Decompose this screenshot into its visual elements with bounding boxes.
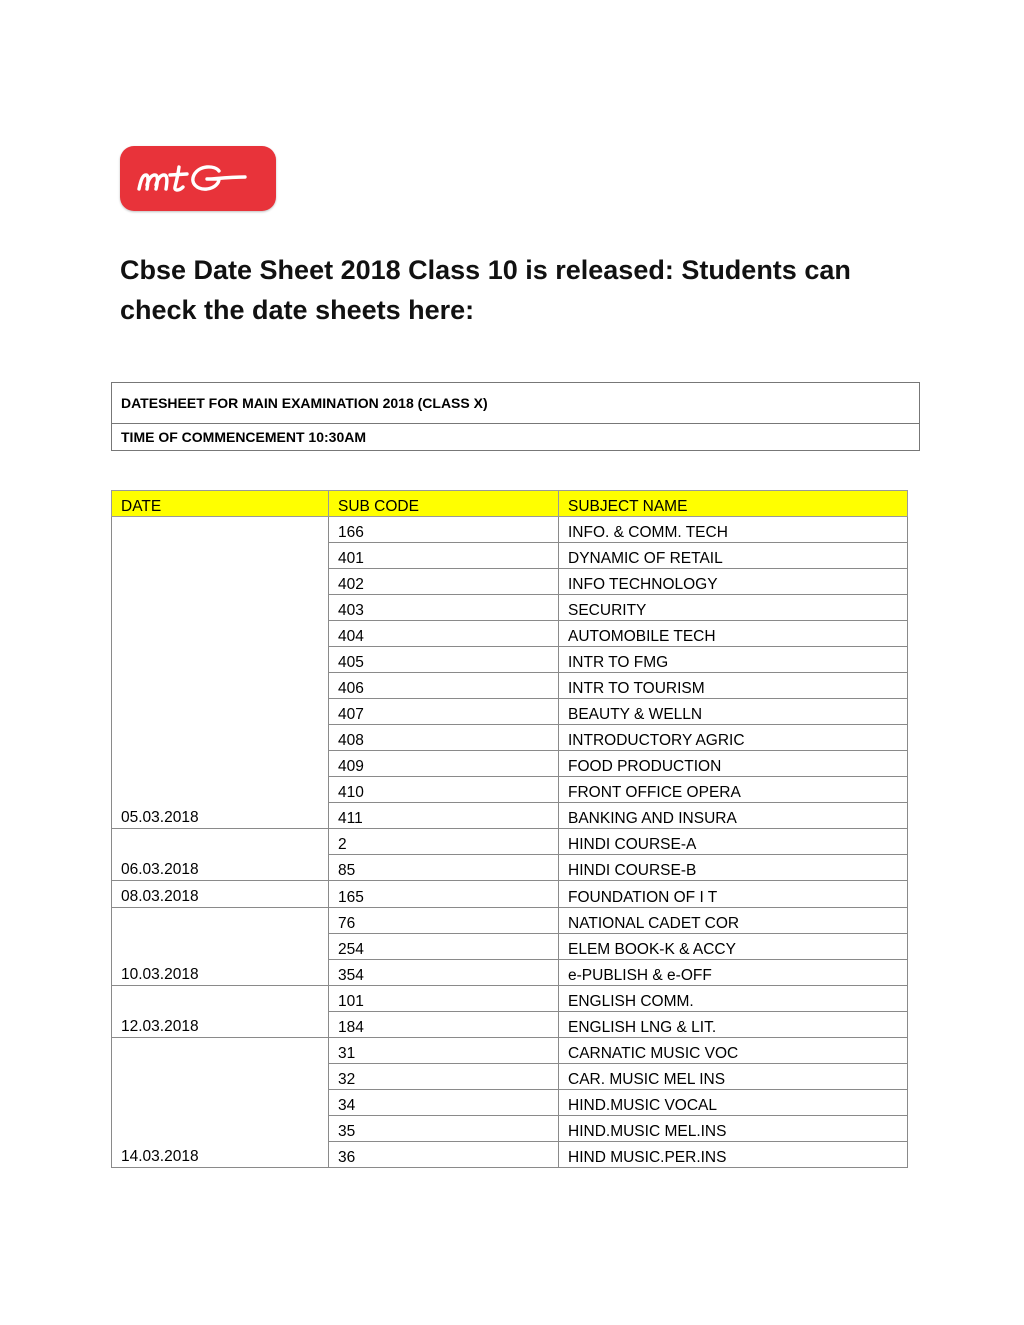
sub-code: 411 (329, 803, 559, 829)
table-row (112, 986, 908, 1012)
header-subject-name: SUBJECT NAME (559, 491, 908, 517)
exam-date: 08.03.2018 (112, 881, 329, 908)
sub-code: 354 (329, 960, 559, 986)
table-row (112, 881, 908, 908)
exam-date: 14.03.2018 (112, 1038, 329, 1168)
subject-name: e-PUBLISH & e-OFF (559, 960, 908, 986)
subject-name: HINDI COURSE-B (559, 855, 908, 881)
sub-code: 410 (329, 777, 559, 803)
exam-title: DATESHEET FOR MAIN EXAMINATION 2018 (CLASS X) (112, 383, 920, 424)
subject-name: AUTOMOBILE TECH (559, 621, 908, 647)
header-sub-code: SUB CODE (329, 491, 559, 517)
sub-code: 76 (329, 908, 559, 934)
sub-code: 406 (329, 673, 559, 699)
subject-name: FRONT OFFICE OPERA (559, 777, 908, 803)
sub-code: 35 (329, 1116, 559, 1142)
sub-code: 101 (329, 986, 559, 1012)
sub-code: 405 (329, 647, 559, 673)
subject-name: INFO TECHNOLOGY (559, 569, 908, 595)
header-date: DATE (112, 491, 329, 517)
subject-name: ELEM BOOK-K & ACCY (559, 934, 908, 960)
sub-code: 85 (329, 855, 559, 881)
subject-name: DYNAMIC OF RETAIL (559, 543, 908, 569)
exam-date: 05.03.2018 (112, 517, 329, 829)
sub-code: 409 (329, 751, 559, 777)
commencement-time: TIME OF COMMENCEMENT 10:30AM (112, 424, 920, 451)
sub-code: 408 (329, 725, 559, 751)
subject-name: INFO. & COMM. TECH (559, 517, 908, 543)
subject-name: HINDI COURSE-A (559, 829, 908, 855)
sub-code: 403 (329, 595, 559, 621)
sub-code: 165 (329, 881, 559, 908)
sub-code: 31 (329, 1038, 559, 1064)
subject-name: FOUNDATION OF I T (559, 881, 908, 908)
date-sheet-table (111, 490, 908, 1168)
table-row (112, 1038, 908, 1064)
table-row (112, 829, 908, 855)
table-row (112, 517, 908, 543)
exam-info-table (111, 382, 920, 451)
exam-date: 10.03.2018 (112, 908, 329, 986)
subject-name: BANKING AND INSURA (559, 803, 908, 829)
subject-name: INTR TO FMG (559, 647, 908, 673)
subject-name: INTRODUCTORY AGRIC (559, 725, 908, 751)
sub-code: 184 (329, 1012, 559, 1038)
subject-name: FOOD PRODUCTION (559, 751, 908, 777)
mtg-logo (120, 146, 276, 211)
sub-code: 34 (329, 1090, 559, 1116)
subject-name: NATIONAL CADET COR (559, 908, 908, 934)
subject-name: HIND MUSIC.PER.INS (559, 1142, 908, 1168)
exam-date: 06.03.2018 (112, 829, 329, 881)
page-headline: Cbse Date Sheet 2018 Class 10 is released: Students can check the date sheets here: (120, 255, 851, 325)
sub-code: 404 (329, 621, 559, 647)
table-row (112, 908, 908, 934)
mtg-logo-wordmark (133, 159, 263, 199)
exam-date: 12.03.2018 (112, 986, 329, 1038)
subject-name: ENGLISH COMM. (559, 986, 908, 1012)
subject-name: CARNATIC MUSIC VOC (559, 1038, 908, 1064)
subject-name: SECURITY (559, 595, 908, 621)
sub-code: 401 (329, 543, 559, 569)
sub-code: 254 (329, 934, 559, 960)
sub-code: 36 (329, 1142, 559, 1168)
sub-code: 166 (329, 517, 559, 543)
subject-name: CAR. MUSIC MEL INS (559, 1064, 908, 1090)
date-sheet-body (112, 517, 908, 1168)
subject-name: INTR TO TOURISM (559, 673, 908, 699)
sub-code: 402 (329, 569, 559, 595)
sub-code: 32 (329, 1064, 559, 1090)
subject-name: HIND.MUSIC MEL.INS (559, 1116, 908, 1142)
sub-code: 2 (329, 829, 559, 855)
subject-name: HIND.MUSIC VOCAL (559, 1090, 908, 1116)
subject-name: BEAUTY & WELLN (559, 699, 908, 725)
table-header-row (112, 491, 908, 517)
sub-code: 407 (329, 699, 559, 725)
subject-name: ENGLISH LNG & LIT. (559, 1012, 908, 1038)
